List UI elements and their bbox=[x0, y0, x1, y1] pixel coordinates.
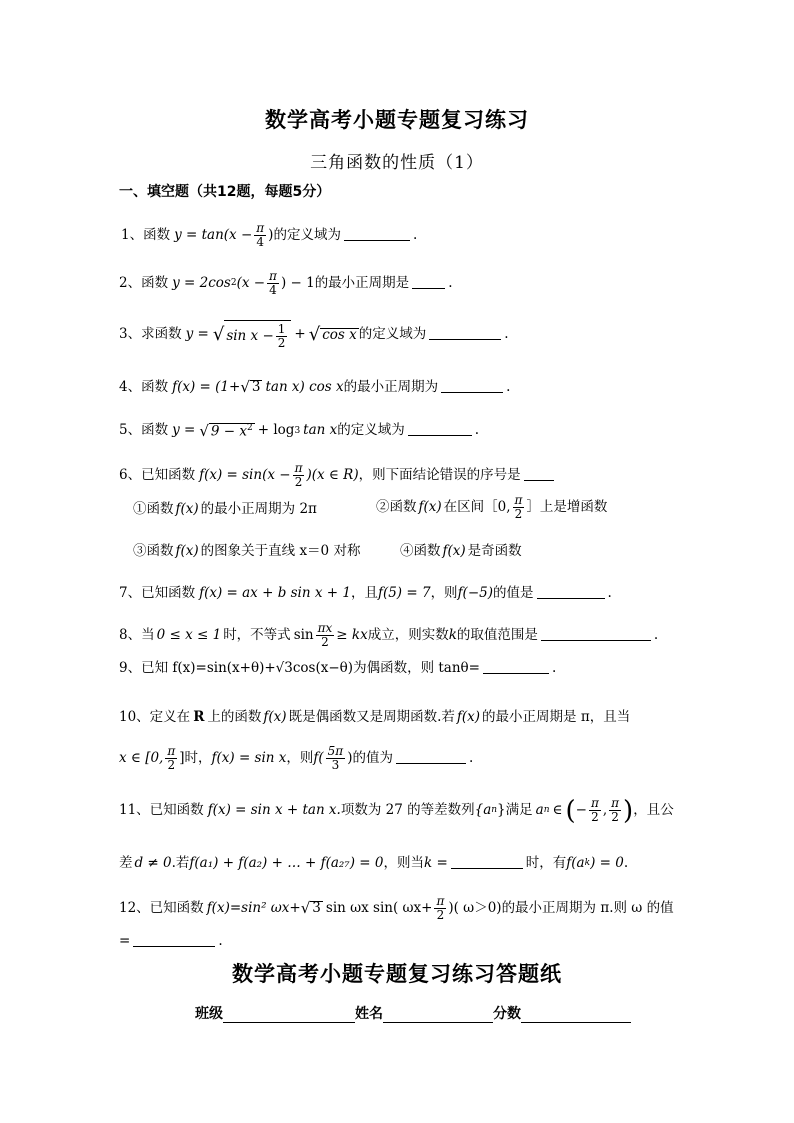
question-8: 8、当 0 ≤ x ≤ 1 时，不等式 sin $\frac{\pi x}{2}$ ≥ kx 成立，则实数 k 的取值范围是 . bbox=[119, 621, 659, 650]
question-2: 2、函数 y = 2cos 2 (x − $\frac{\pi}{4}$ ) − 1 的最小正周期是 . bbox=[119, 269, 453, 298]
answer-blank-7[interactable] bbox=[537, 597, 605, 599]
answer-blank-11[interactable] bbox=[451, 867, 523, 869]
question-7: 7、已知函数 f(x) = ax + b sin x + 1 ，且 f(5) = 7 ，则 f(−5) 的值是 . bbox=[119, 585, 612, 601]
question-1: 1、函数 y = tan(x − $\frac{\pi}{4}$ ) 的定义域为 . bbox=[121, 221, 418, 250]
question-12-line-2: = . bbox=[119, 933, 223, 949]
class-label: 班级 bbox=[195, 1006, 223, 1022]
question-10-line-1: 10、定义在 R 上的函数 f(x) 既是偶函数又是周期函数.若 f(x) 的最小正周期是 π，且当 bbox=[119, 709, 631, 725]
question-6-option-3: ③函数 f(x) 的图象关于直线 x＝0 对称 bbox=[133, 543, 361, 559]
answer-blank-4[interactable] bbox=[441, 391, 503, 393]
answer-blank-6[interactable] bbox=[524, 479, 554, 481]
question-11-line-1: 11、已知函数 f(x) = sin x + tan x. 项数为 27 的等差数列 {a n } 满足 a n ∈ ( − $\frac{\pi}{2}$ , $\frac{\pi}{2}$ ) ，且公 bbox=[119, 795, 674, 826]
answer-sheet-title: 数学高考小题专题复习练习答题纸 bbox=[232, 962, 562, 986]
page-title: 数学高考小题专题复习练习 bbox=[265, 108, 529, 132]
answer-blank-1[interactable] bbox=[344, 239, 410, 241]
question-5: 5、函数 y = √ $9 - x^2$ + log 3 tan x 的定义域为 . bbox=[119, 421, 480, 440]
section-heading: 一、填空题（共12题，每题5分） bbox=[119, 184, 331, 200]
answer-blank-3[interactable] bbox=[429, 338, 501, 340]
name-field[interactable] bbox=[383, 1008, 493, 1023]
page-subtitle: 三角函数的性质（1） bbox=[310, 153, 484, 173]
question-6-option-2: ②函数 f(x) 在区间［0, $\frac{\pi}{2}$ ］上是增函数 bbox=[376, 493, 608, 522]
question-6-option-4: ④函数 f(x) 是奇函数 bbox=[400, 543, 522, 559]
question-11-line-2: 差 d ≠ 0 .若 f(a₁) + f(a₂) + … + f(a₂₇) = 0 ，则当 k = 时，有 f(a k ) = 0 . bbox=[119, 855, 629, 871]
answer-blank-8[interactable] bbox=[541, 639, 651, 641]
answer-blank-5[interactable] bbox=[408, 434, 472, 436]
answer-blank-12[interactable] bbox=[133, 945, 215, 947]
answer-blank-10[interactable] bbox=[396, 762, 466, 764]
question-10-line-2: x ∈ [0, $\frac{\pi}{2}$ ] 时， f(x) = sin x ，则 f( $\frac{5\pi}{3}$ ) 的值为 . bbox=[119, 744, 474, 773]
name-label: 姓名 bbox=[355, 1006, 383, 1022]
student-info-row bbox=[195, 1003, 631, 1023]
score-label: 分数 bbox=[493, 1006, 521, 1022]
score-field[interactable] bbox=[521, 1008, 631, 1023]
class-field[interactable] bbox=[223, 1008, 355, 1023]
question-3: 3、求函数 y = √ sin x − $\frac{1}{2}$ + √ cos x 的定义域为 . bbox=[119, 322, 509, 351]
question-4: 4、函数 f(x) = (1+ √ 3 tan x) cos x 的最小正周期为 . bbox=[119, 378, 511, 396]
question-9: 9、已知 f(x)=sin(x+θ)+√3cos(x−θ)为偶函数，则 tanθ= . bbox=[119, 660, 557, 676]
question-12-line-1: 12、已知函数 f(x)=sin² ωx+ √ 3 sin ωx sin( ωx+ $\frac{\pi}{2}$ )( ω＞0) 的最小正周期为 π.则 ω 的值 bbox=[119, 894, 674, 923]
question-6-option-1: ①函数 f(x) 的最小正周期为 2π bbox=[133, 501, 317, 517]
answer-blank-9[interactable] bbox=[483, 672, 549, 674]
answer-blank-2[interactable] bbox=[412, 287, 445, 289]
question-6: 6、已知函数 f(x) = sin(x − $\frac{\pi}{2}$ )(x ∈ R) ，则下面结论错误的序号是 bbox=[119, 462, 557, 489]
